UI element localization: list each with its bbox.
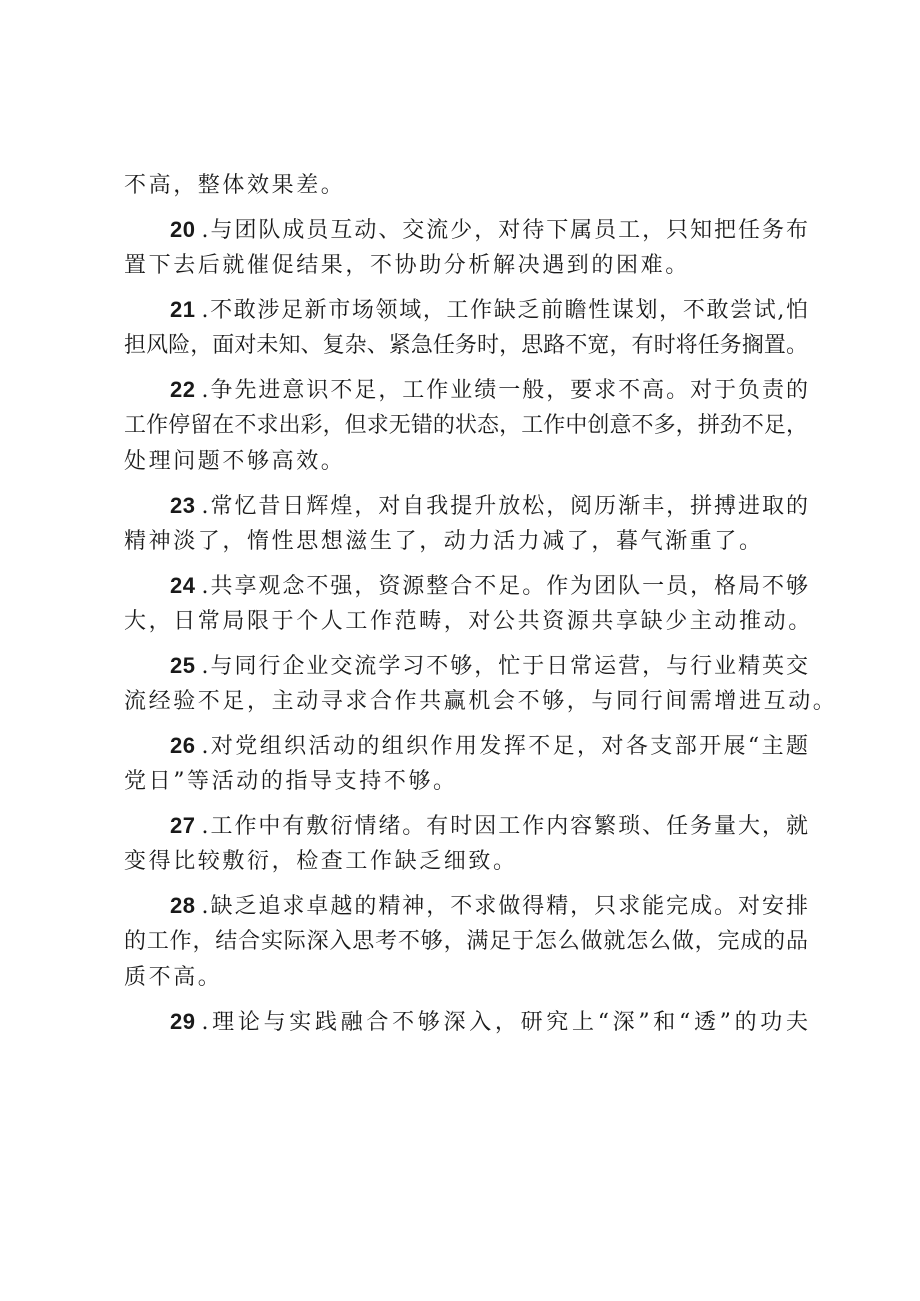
paragraph-first-line: [124, 292, 808, 328]
paragraph-first-line: [124, 648, 808, 684]
paragraph-line: 的工作，结合实际深入思考不够，满足于怎么做就怎么做，完成的品: [124, 929, 808, 954]
list-item-25: [124, 648, 838, 720]
item-text: .对党组织活动的组织作用发挥不足，对各支部开展“主题: [201, 734, 808, 759]
paragraph-line: 处理问题不够高效。: [124, 449, 346, 474]
list-item-20: [124, 212, 808, 284]
item-text: .不敢涉足新市场领域，工作缺乏前瞻性谋划，不敢尝试,怕: [201, 298, 808, 323]
item-number: 24: [170, 573, 196, 598]
intro-line: 不高，整体效果差。: [124, 173, 346, 198]
item-number: 23: [170, 493, 196, 518]
item-number: 28: [170, 893, 196, 918]
list-item-26: [124, 728, 808, 800]
paragraph-line: 流经验不足，主动寻求合作共赢机会不够，与同行间需增进互动。: [124, 689, 838, 714]
item-number: 25: [170, 653, 196, 678]
item-number: 26: [170, 733, 196, 758]
list-item-21: [124, 292, 808, 364]
item-text: .理论与实践融合不够深入，研究上“深”和“透”的功夫: [201, 1010, 808, 1035]
paragraph-line: 置下去后就催促结果，不协助分析解决遇到的困难。: [124, 253, 690, 278]
item-text: .工作中有敷衍情绪。有时因工作内容繁琐、任务量大，就: [201, 814, 808, 839]
list-item-29: [124, 1004, 808, 1040]
item-number: 21: [170, 297, 196, 322]
paragraph-line: 质不高。: [124, 965, 223, 990]
item-text: .争先进意识不足，工作业绩一般，要求不高。对于负责的: [201, 378, 808, 403]
item-text: .共享观念不强，资源整合不足。作为团队一员，格局不够: [201, 574, 808, 599]
paragraph-line: 精神淡了，惰性思想滋生了，动力活力减了，暮气渐重了。: [124, 529, 764, 554]
list-item-24: [124, 568, 813, 640]
paragraph-first-line: [124, 212, 808, 248]
paragraph-first-line: [124, 568, 808, 604]
item-text: .常忆昔日辉煌，对自我提升放松，阅历渐丰，拼搏进取的: [201, 494, 808, 519]
paragraph-line: 变得比较敷衍，检查工作缺乏细致。: [124, 849, 518, 874]
paragraph-first-line: [124, 728, 808, 764]
paragraph-line: 工作停留在不求出彩，但求无错的状态，工作中创意不多，拼劲不足，: [124, 413, 808, 438]
paragraph-first-line: [124, 888, 808, 924]
paragraph-line: 担风险，面对未知、复杂、紧急任务时，思路不宽，有时将任务搁置。: [124, 333, 808, 358]
paragraph-first-line: [124, 1004, 808, 1040]
item-text: .缺乏追求卓越的精神，不求做得精，只求能完成。对安排: [201, 894, 808, 919]
document-page: [124, 168, 838, 1040]
paragraph-first-line: [124, 488, 808, 524]
item-number: 20: [170, 217, 196, 242]
item-text: .与团队成员互动、交流少，对待下属员工，只知把任务布: [201, 218, 808, 243]
item-number: 29: [170, 1009, 196, 1034]
paragraph-line: 党日”等活动的指导支持不够。: [124, 769, 458, 794]
list-item-22: [124, 372, 808, 480]
list-item-23: [124, 488, 808, 560]
paragraph-line: 大，日常局限于个人工作范畴，对公共资源共享缺少主动推动。: [124, 609, 813, 634]
item-number: 27: [170, 813, 196, 838]
paragraph-first-line: [124, 372, 808, 408]
list-item-27: [124, 808, 808, 880]
paragraph-first-line: [124, 808, 808, 844]
item-number: 22: [170, 377, 196, 402]
list-item-28: [124, 888, 808, 996]
item-text: .与同行企业交流学习不够，忙于日常运营，与行业精英交: [201, 654, 808, 679]
